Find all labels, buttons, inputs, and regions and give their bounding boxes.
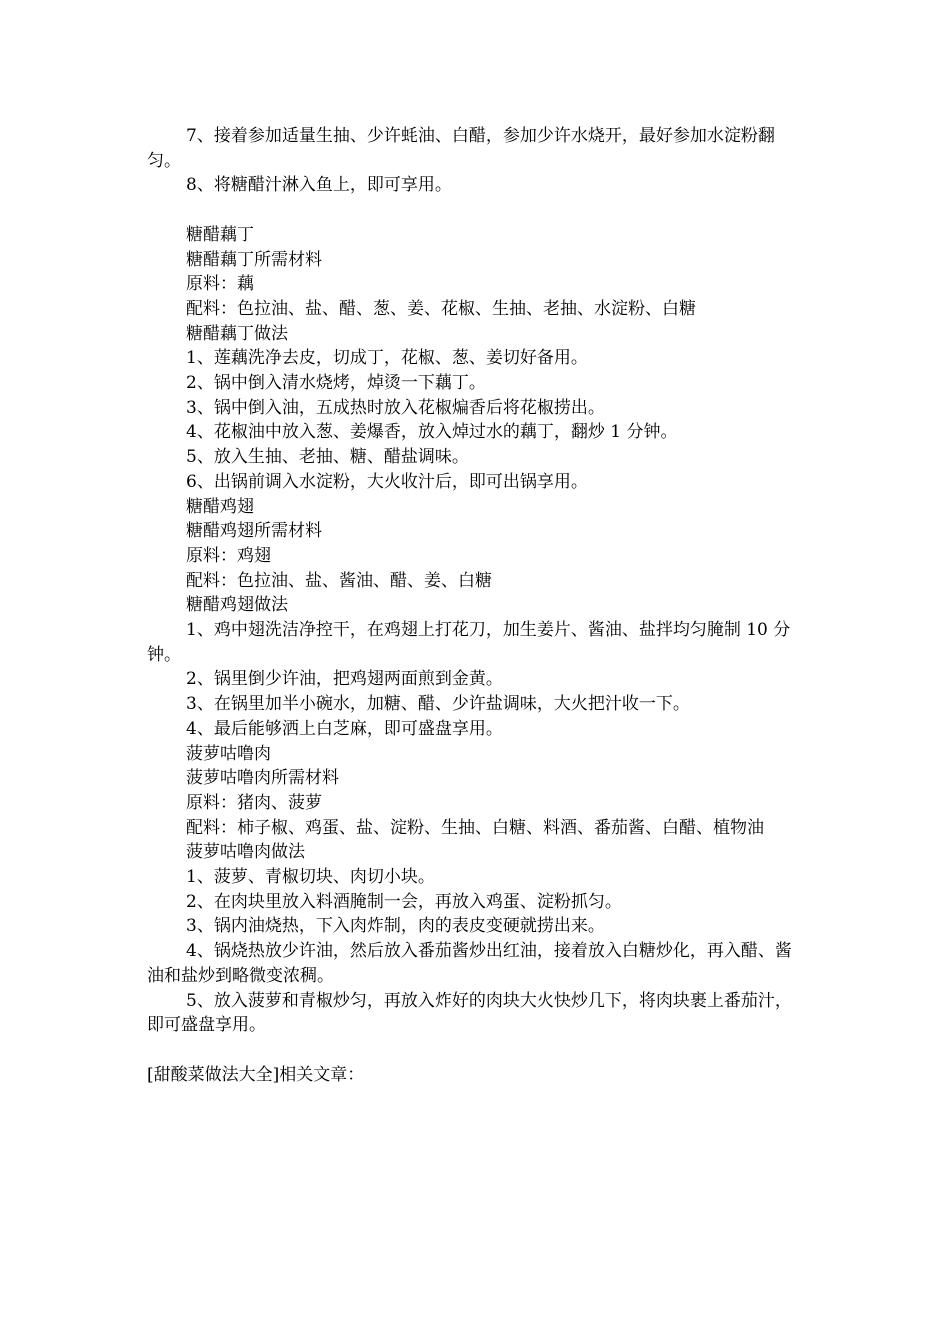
paragraph-step-7: 7、接着参加适量生抽、少许蚝油、白醋，参加少许水烧开，最好参加水淀粉翻匀。	[147, 126, 775, 171]
section-heading-method: 糖醋鸡翅做法	[186, 595, 288, 616]
paragraph-step-8: 8、将糖醋汁淋入鱼上，即可享用。	[186, 175, 452, 196]
section-heading-method: 糖醋藕丁做法	[186, 323, 288, 344]
method-step: 4、花椒油中放入葱、姜爆香，放入焯过水的藕丁，翻炒 1 分钟。	[186, 422, 678, 443]
method-step: 4、最后能够洒上白芝麻，即可盛盘享用。	[186, 718, 503, 739]
section-heading-ingredients: 糖醋鸡翅所需材料	[186, 521, 322, 542]
method-step: 2、在肉块里放入料酒腌制一会，再放入鸡蛋、淀粉抓匀。	[186, 891, 622, 912]
method-step: 3、锅中倒入油，五成热时放入花椒煸香后将花椒捞出。	[186, 397, 605, 418]
document-body	[147, 124, 803, 1087]
recipe-title-lotus: 糖醋藕丁	[186, 224, 254, 245]
side-ingredients: 配料：柿子椒、鸡蛋、盐、淀粉、生抽、白糖、料酒、番茄酱、白醋、植物油	[186, 817, 764, 838]
main-ingredient: 原料：猪肉、菠萝	[186, 792, 322, 813]
method-step: 1、莲藕洗净去皮，切成丁，花椒、葱、姜切好备用。	[186, 348, 588, 369]
section-heading-ingredients: 菠萝咕噜肉所需材料	[186, 768, 339, 789]
method-step: 2、锅里倒少许油，把鸡翅两面煎到金黄。	[186, 669, 503, 690]
method-step: 3、在锅里加半小碗水，加糖、醋、少许盐调味，大火把汁收一下。	[186, 694, 690, 715]
blank-line	[147, 198, 803, 223]
recipe-title-pineapple-pork: 菠萝咕噜肉	[186, 743, 271, 764]
method-step: 1、菠萝、青椒切块、肉切小块。	[186, 867, 435, 888]
section-heading-method: 菠萝咕噜肉做法	[186, 842, 305, 863]
method-step: 6、出锅前调入水淀粉，大火收汁后，即可出锅享用。	[186, 471, 588, 492]
section-heading-ingredients: 糖醋藕丁所需材料	[186, 249, 322, 270]
method-step: 5、放入菠萝和青椒炒匀，再放入炸好的肉块大火快炒几下，将肉块裹上番茄汁，即可盛盘享用。	[147, 990, 792, 1036]
related-articles-link[interactable]: [甜酸菜做法大全]相关文章：	[147, 1064, 365, 1085]
main-ingredient: 原料：鸡翅	[186, 545, 271, 566]
method-step: 1、鸡中翅洗洁净控干，在鸡翅上打花刀，加生姜片、酱油、盐拌均匀腌制 10 分钟。	[147, 620, 791, 665]
side-ingredients: 配料：色拉油、盐、酱油、醋、姜、白糖	[186, 570, 492, 591]
method-step: 4、锅烧热放少许油，然后放入番茄酱炒出红油，接着放入白糖炒化，再入醋、酱油和盐炒到略微变浓稠。	[147, 941, 792, 986]
method-step: 5、放入生抽、老抽、糖、醋盐调味。	[186, 447, 469, 468]
method-step: 3、锅内油烧热，下入肉炸制，肉的表皮变硬就捞出来。	[186, 916, 605, 937]
recipe-title-chicken-wings: 糖醋鸡翅	[186, 496, 254, 517]
method-step: 2、锅中倒入清水烧烤，焯烫一下藕丁。	[186, 373, 486, 394]
blank-line	[147, 1038, 803, 1063]
main-ingredient: 原料：藕	[186, 274, 254, 295]
side-ingredients: 配料：色拉油、盐、醋、葱、姜、花椒、生抽、老抽、水淀粉、白糖	[186, 298, 696, 319]
